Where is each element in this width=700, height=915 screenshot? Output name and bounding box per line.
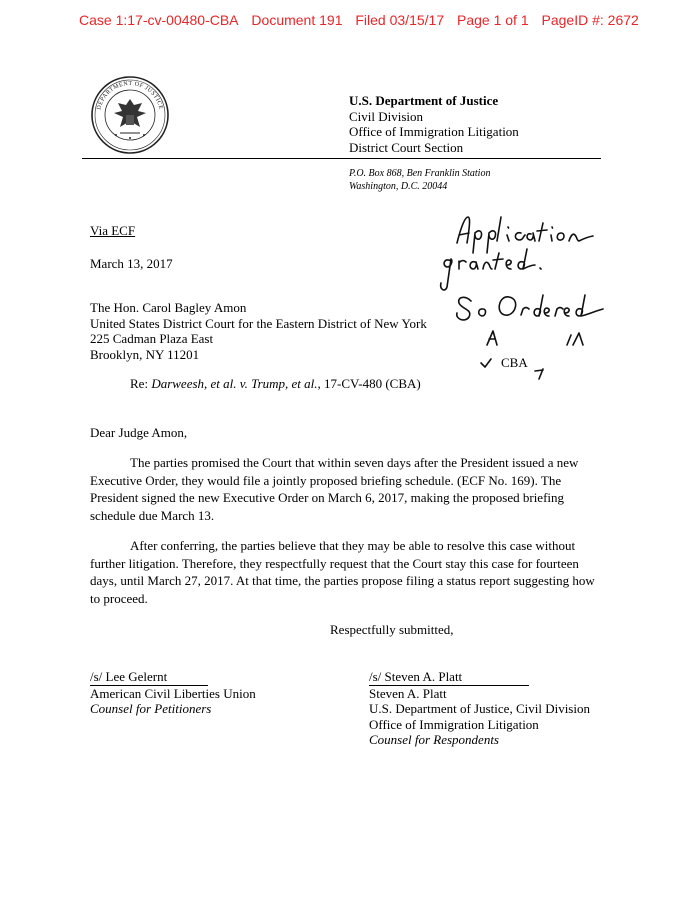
recipient-city: Brooklyn, NY 11201: [90, 346, 200, 362]
handwritten-order: [435, 205, 610, 390]
re-line: [130, 376, 421, 392]
svg-text:DEPARTMENT OF JUSTICE: DEPARTMENT OF JUSTICE: [96, 80, 164, 111]
case-number: Case 1:17-cv-00480-CBA: [79, 12, 239, 28]
filed-date: Filed 03/15/17: [355, 12, 445, 28]
delivery-method: Via ECF: [90, 223, 136, 238]
department-block: [349, 93, 519, 155]
closing: Respectfully submitted,: [330, 622, 454, 637]
letter-date: March 13, 2017: [90, 256, 173, 271]
re-case-name: Darweesh, et al. v. Trump, et al.: [151, 376, 318, 391]
document-number: Document 191: [251, 12, 343, 28]
respondent-name: Steven A. Platt: [369, 685, 447, 701]
respondent-office: Office of Immigration Litigation: [369, 716, 539, 732]
doj-seal-icon: [90, 75, 170, 155]
address-line-1: P.O. Box 868, Ben Franklin Station: [349, 168, 491, 179]
initials: CBA: [501, 355, 528, 370]
respondent-role: Counsel for Respondents: [369, 732, 499, 747]
re-prefix: Re:: [130, 376, 149, 391]
page-id: PageID #: 2672: [541, 12, 639, 28]
re-case-number: , 17-CV-480 (CBA): [317, 376, 421, 391]
division-name: Civil Division: [349, 108, 424, 124]
body-paragraph-1: The parties promised the Court that within seven days after the President issued a new Executive Order, they would file a jointly proposed briefing schedule. (ECF No. 169). The President signed the new Executive Order on March 6, 2017, making the proposed briefing schedule due March 13.: [90, 455, 579, 523]
recipient-block: [90, 300, 427, 362]
recipient-street: 225 Cadman Plaza East: [90, 331, 214, 346]
petitioner-signature: /s/ Lee Gelernt: [90, 669, 208, 686]
petitioner-organization: American Civil Liberties Union: [90, 685, 256, 701]
recipient-court: United States District Court for the Eastern District of New York: [90, 315, 427, 331]
salutation: Dear Judge Amon,: [90, 425, 188, 440]
petitioner-role: Counsel for Petitioners: [90, 701, 212, 716]
case-header: [79, 12, 648, 28]
petitioner-signature-block: [90, 669, 256, 717]
department-name: U.S. Department of Justice: [349, 93, 499, 108]
respondent-organization: U.S. Department of Justice, Civil Division: [369, 701, 590, 716]
recipient-name: The Hon. Carol Bagley Amon: [90, 300, 247, 315]
respondent-signature-block: [369, 669, 590, 748]
page-count: Page 1 of 1: [457, 12, 529, 28]
address-line-2: Washington, D.C. 20044: [349, 181, 448, 192]
body-paragraph-2: After conferring, the parties believe that they may be able to resolve this case without further litigation. Therefore, they respectfully request that the Court stay this case for fourteen days, until March 27, 2017. At that time, the parties propose filing a status report suggesting how to proceed.: [90, 538, 595, 606]
section-name: District Court Section: [349, 139, 464, 155]
header-divider: [82, 158, 601, 159]
return-address: [349, 167, 490, 193]
respondent-signature: /s/ Steven A. Platt: [369, 669, 529, 686]
office-name: Office of Immigration Litigation: [349, 124, 519, 139]
